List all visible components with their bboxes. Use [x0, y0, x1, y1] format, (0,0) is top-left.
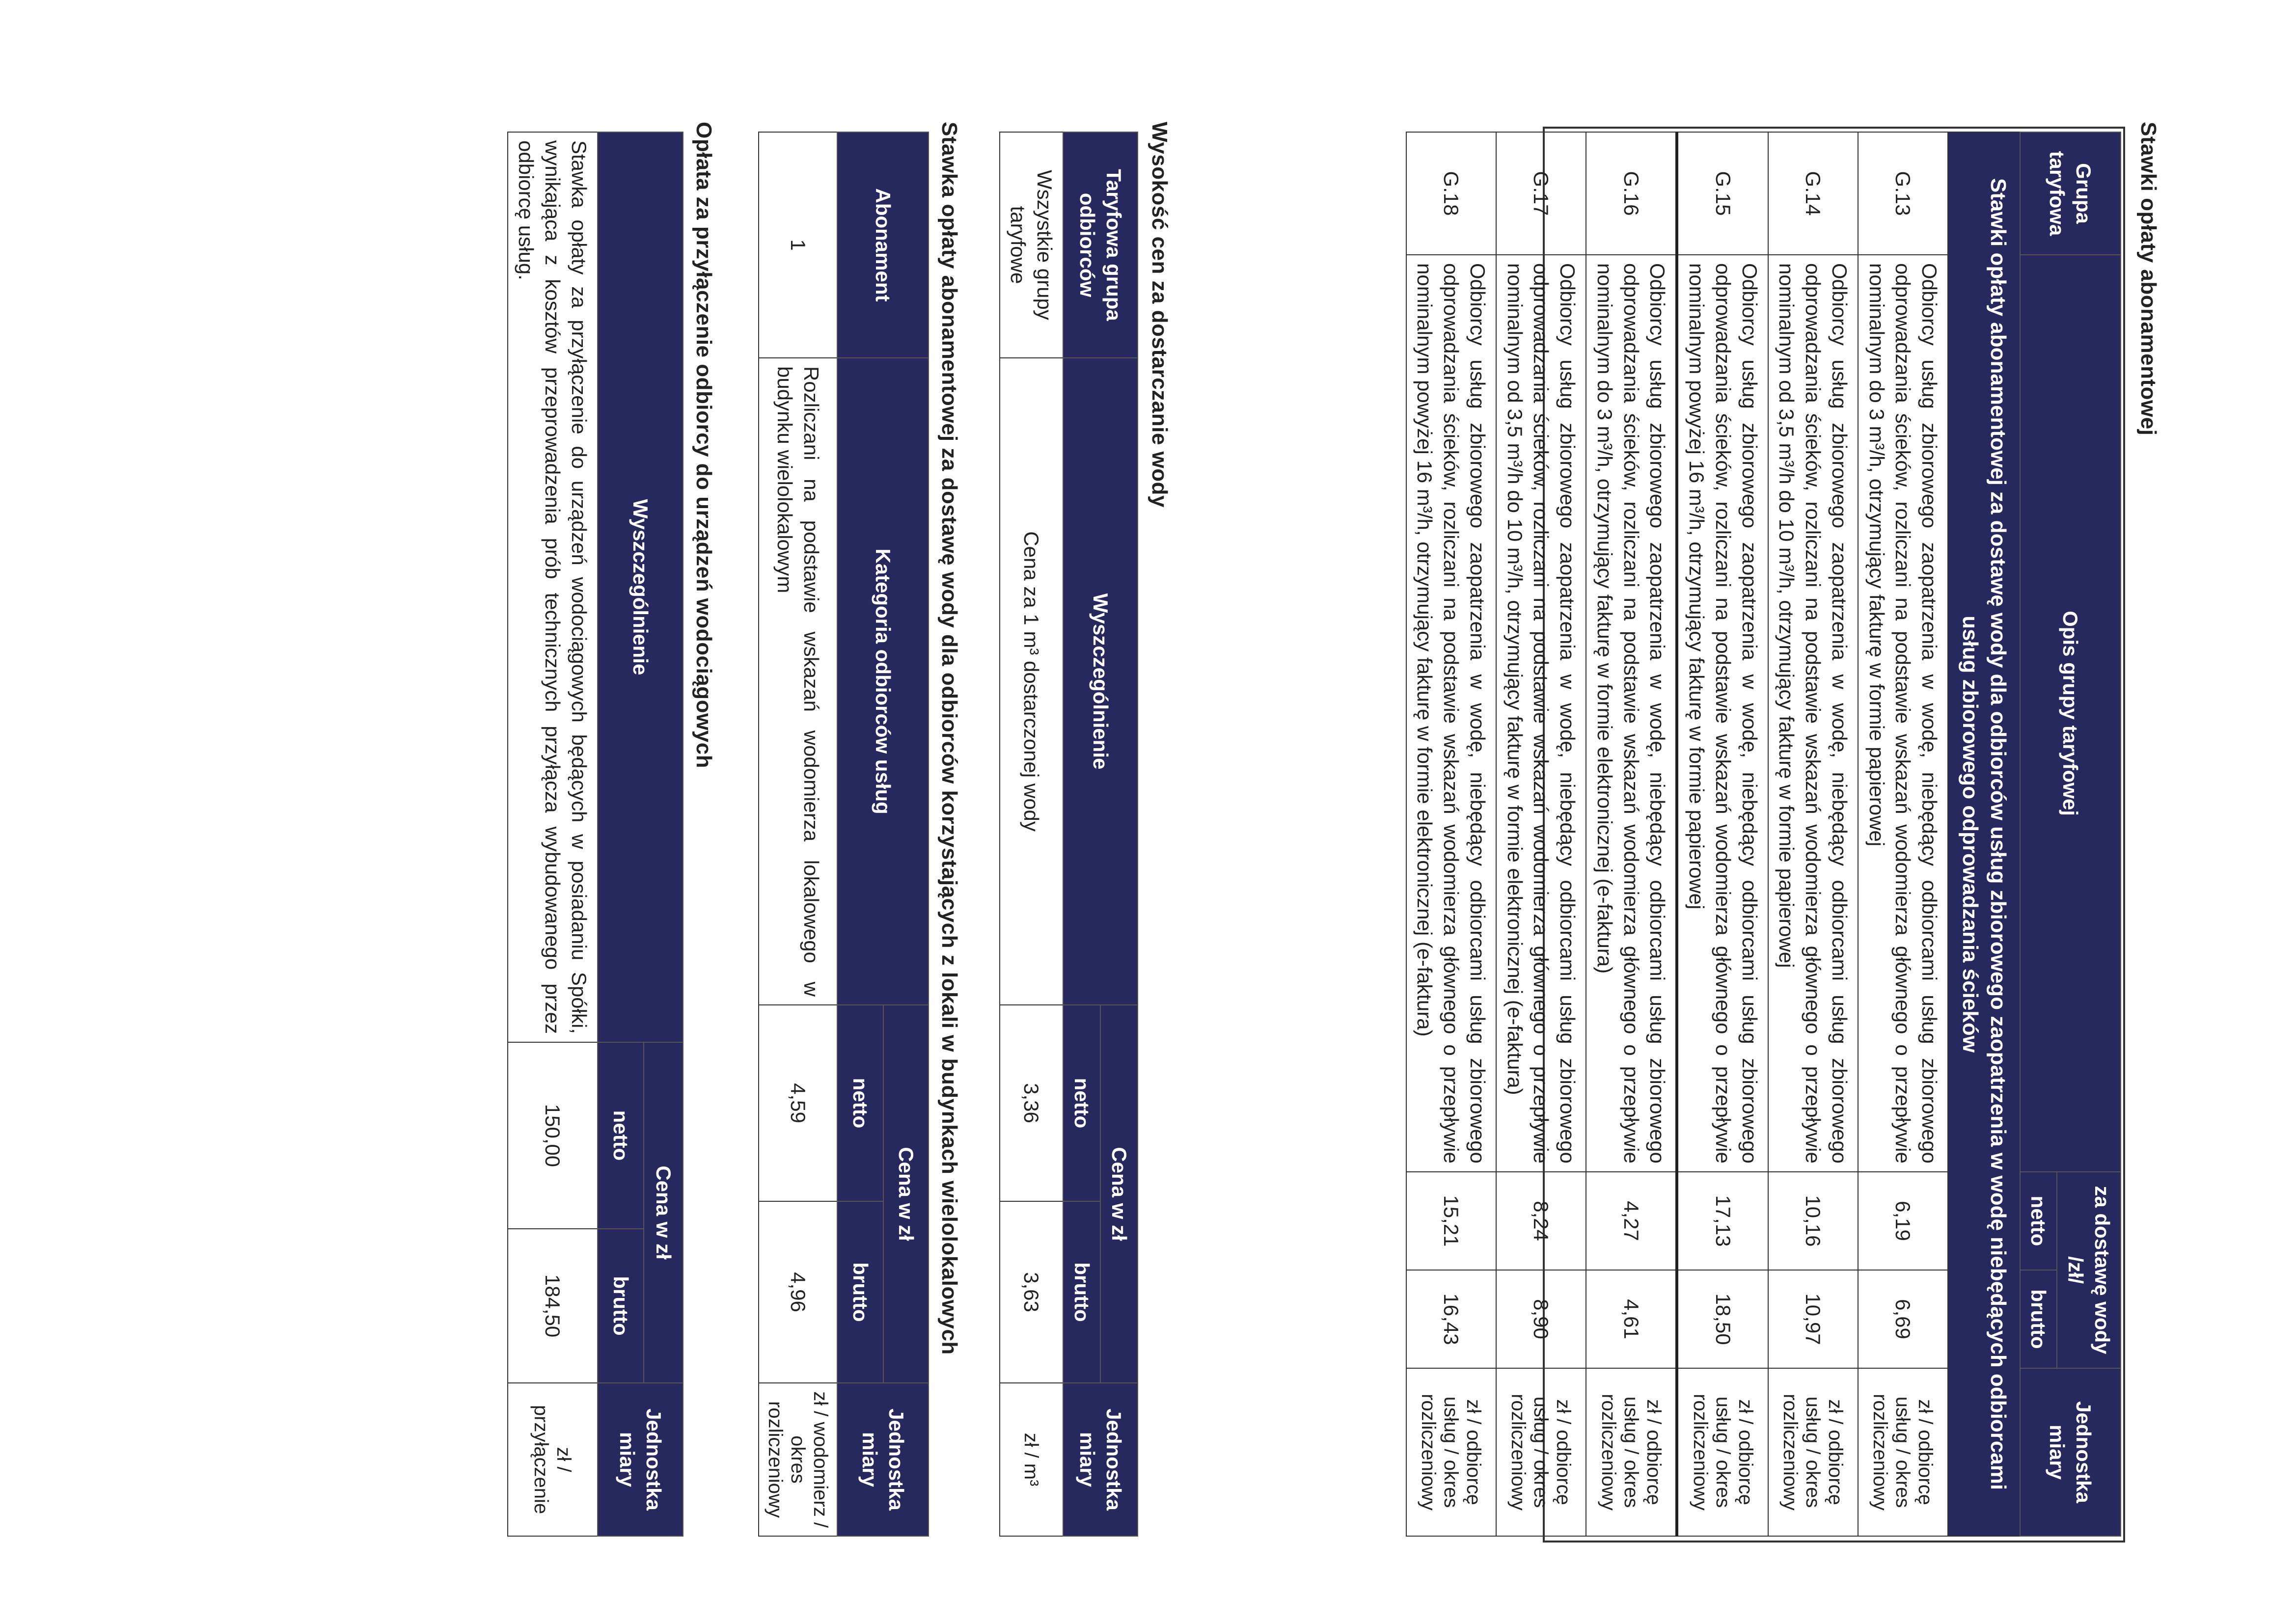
row-unit: zł / odbiorcę usług / okres rozliczeniowy: [1677, 1368, 1768, 1536]
header-spec: Wyszczególnienie: [598, 132, 683, 1042]
row-brutto: 184,50: [508, 1229, 598, 1383]
row-group: G.18: [1406, 132, 1496, 255]
row-description: Odbiorcy usług zbiorowego zaopatrzenia w wodę, niebędący odbiorcami usług zbiorowego odprowadzania ścieków, rozliczani na podstawie wskazań wodomierza głównego o przepływie nominalnym od 3,5 m³/h do 10 m³/h, otrzymujący fakturę w formie papierowej: [1768, 255, 1858, 1172]
header-price: za dostawę wody /zł/: [2057, 1172, 2121, 1368]
water-price-table: [999, 132, 1138, 1537]
header-price: Cena w zł: [883, 1005, 929, 1383]
header-brutto: brutto: [2020, 1270, 2057, 1368]
table-row: [1768, 132, 1858, 1536]
connection-section-title: Opłata za przyłączenie odbiorcy do urządzeń wodociągowych: [692, 122, 716, 768]
header-unit: Jednostka miary: [2020, 1368, 2121, 1536]
subscription-section-title: Stawki opłaty abonamentowej: [2136, 122, 2160, 436]
multiunit-section-title: Stawka opłaty abonamentowej za dostawę wody dla odbiorców korzystających z lokali w budynkach wielolokalowych: [937, 122, 961, 1355]
water-section-title: Wysokość cen za dostarczanie wody: [1148, 122, 1172, 508]
row-unit: zł / odbiorcę usług / okres rozliczeniowy: [1586, 1368, 1677, 1536]
row-brutto: 6,69: [1858, 1270, 1948, 1368]
row-unit: zł / odbiorcę usług / okres rozliczeniowy: [1768, 1368, 1858, 1536]
header-netto: netto: [837, 1005, 883, 1201]
row-netto: 17,13: [1677, 1172, 1768, 1270]
table-row: [1496, 132, 1586, 1536]
table-row: [1406, 132, 1496, 1536]
header-brutto: brutto: [837, 1201, 883, 1383]
row-description: Odbiorcy usług zbiorowego zaopatrzenia w wodę, niebędący odbiorcami usług zbiorowego odprowadzania ścieków, rozliczani na podstawie wskazań wodomierza głównego o przepływie nominalnym do 3 m³/h, otrzymujący fakturę w formie elektronicznej (e-faktura): [1586, 255, 1677, 1172]
row-unit: zł / przyłączenie: [508, 1383, 598, 1536]
row-description: Odbiorcy usług zbiorowego zaopatrzenia w wodę, niebędący odbiorcami usług zbiorowego odprowadzania ścieków, rozliczani na podstawie wskazań wodomierza głównego o przepływie nominalnym od 3,5 m³/h do 10 m³/h, otrzymujący fakturę w formie elektronicznej (e-faktura): [1496, 255, 1586, 1172]
row-description: Odbiorcy usług zbiorowego zaopatrzenia w wodę, niebędący odbiorcami usług zbiorowego odprowadzania ścieków, rozliczani na podstawie wskazań wodomierza głównego o przepływie nominalnym powyżej 16 m³/h, otrzymujący fakturę w formie elektronicznej (e-faktura): [1406, 255, 1496, 1172]
row-brutto: 16,43: [1406, 1270, 1496, 1368]
row-spec: Cena za 1 m³ dostarczonej wody: [1000, 358, 1064, 1005]
multiunit-subscription-table: [758, 132, 929, 1537]
header-price: Cena w zł: [1100, 1005, 1138, 1383]
table-row: [1000, 132, 1064, 1536]
header-spec: Wyszczególnienie: [1063, 358, 1138, 1005]
row-brutto: 3,63: [1000, 1201, 1064, 1383]
row-brutto: 4,61: [1586, 1270, 1677, 1368]
table-row: [508, 132, 598, 1536]
header-category: Kategoria odbiorców usług: [837, 358, 929, 1005]
row-group: G.13: [1858, 132, 1948, 255]
header-netto: netto: [1063, 1005, 1100, 1201]
header-brutto: brutto: [598, 1229, 644, 1383]
row-unit: zł / odbiorcę usług / okres rozliczeniowy: [1406, 1368, 1496, 1536]
table1-band: Stawki opłaty abonamentowej za dostawę wody dla odbiorców usług zbiorowego zaopatrzenia w wodę niebędących odbiorcami usług zbiorowego odprowadzania ścieków: [1948, 132, 2020, 1536]
row-group: G.14: [1768, 132, 1858, 255]
row-group: G.15: [1677, 132, 1768, 255]
header-group: Grupa taryfowa: [2020, 132, 2121, 255]
header-group: Taryfowa grupa odbiorców: [1063, 132, 1138, 358]
table-row: [1586, 132, 1677, 1536]
row-netto: 15,21: [1406, 1172, 1496, 1270]
table-row: [1858, 132, 1948, 1536]
row-category: Rozliczani na podstawie wskazań wodomierza lokalowego w budynku wielolokalowym: [759, 358, 837, 1005]
row-netto: 4,27: [1586, 1172, 1677, 1270]
connection-fee-table: [507, 132, 683, 1537]
row-group: Wszystkie grupy taryfowe: [1000, 132, 1064, 358]
row-netto: 10,16: [1768, 1172, 1858, 1270]
row-unit: zł / m³: [1000, 1383, 1064, 1536]
row-unit: zł / odbiorcę usług / okres rozliczeniowy: [1496, 1368, 1586, 1536]
row-unit: zł / wodomierz / okres rozliczeniowy: [759, 1383, 837, 1536]
row-netto: 8,24: [1496, 1172, 1586, 1270]
row-subscription: 1: [759, 132, 837, 358]
row-netto: 6,19: [1858, 1172, 1948, 1270]
row-description: Odbiorcy usług zbiorowego zaopatrzenia w wodę, niebędący odbiorcami usług zbiorowego odprowadzania ścieków, rozliczani na podstawie wskazań wodomierza głównego o przepływie nominalnym powyżej 16 m³/h, otrzymujący fakturę w formie papierowej: [1677, 255, 1768, 1172]
header-netto: netto: [598, 1042, 644, 1229]
row-netto: 3,36: [1000, 1005, 1064, 1201]
row-brutto: 8,90: [1496, 1270, 1586, 1368]
row-brutto: 18,50: [1677, 1270, 1768, 1368]
row-description: Odbiorcy usług zbiorowego zaopatrzenia w wodę, niebędący odbiorcami usług zbiorowego odprowadzania ścieków, rozliczani na podstawie wskazań wodomierza głównego o przepływie nominalnym do 3 m³/h, otrzymujący fakturę w formie papierowej: [1858, 255, 1948, 1172]
row-group: G.16: [1586, 132, 1677, 255]
row-brutto: 10,97: [1768, 1270, 1858, 1368]
header-unit: Jednostka miary: [837, 1383, 929, 1536]
row-netto: 4,59: [759, 1005, 837, 1201]
header-unit: Jednostka miary: [598, 1383, 683, 1536]
header-netto: netto: [2020, 1172, 2057, 1270]
header-unit: Jednostka miary: [1063, 1383, 1138, 1536]
header-description: Opis grupy taryfowej: [2020, 255, 2121, 1172]
row-unit: zł / odbiorcę usług / okres rozliczeniowy: [1858, 1368, 1948, 1536]
header-brutto: brutto: [1063, 1201, 1100, 1383]
header-price: Cena w zł: [644, 1042, 683, 1383]
row-group: G.17: [1496, 132, 1586, 255]
row-brutto: 4,96: [759, 1201, 837, 1383]
tariff-group-table: [1406, 132, 2121, 1537]
table-row: [1677, 132, 1768, 1536]
row-netto: 150,00: [508, 1042, 598, 1229]
row-spec: Stawka opłaty za przyłączenie do urządzeń wodociągowych będących w posiadaniu Spółki, wynikająca z kosztów przeprowadzenia prób technicznych przyłącza wybudowanego przez odbiorcę usług.: [508, 132, 598, 1042]
header-subscription: Abonament: [837, 132, 929, 358]
table-row: [759, 132, 837, 1536]
